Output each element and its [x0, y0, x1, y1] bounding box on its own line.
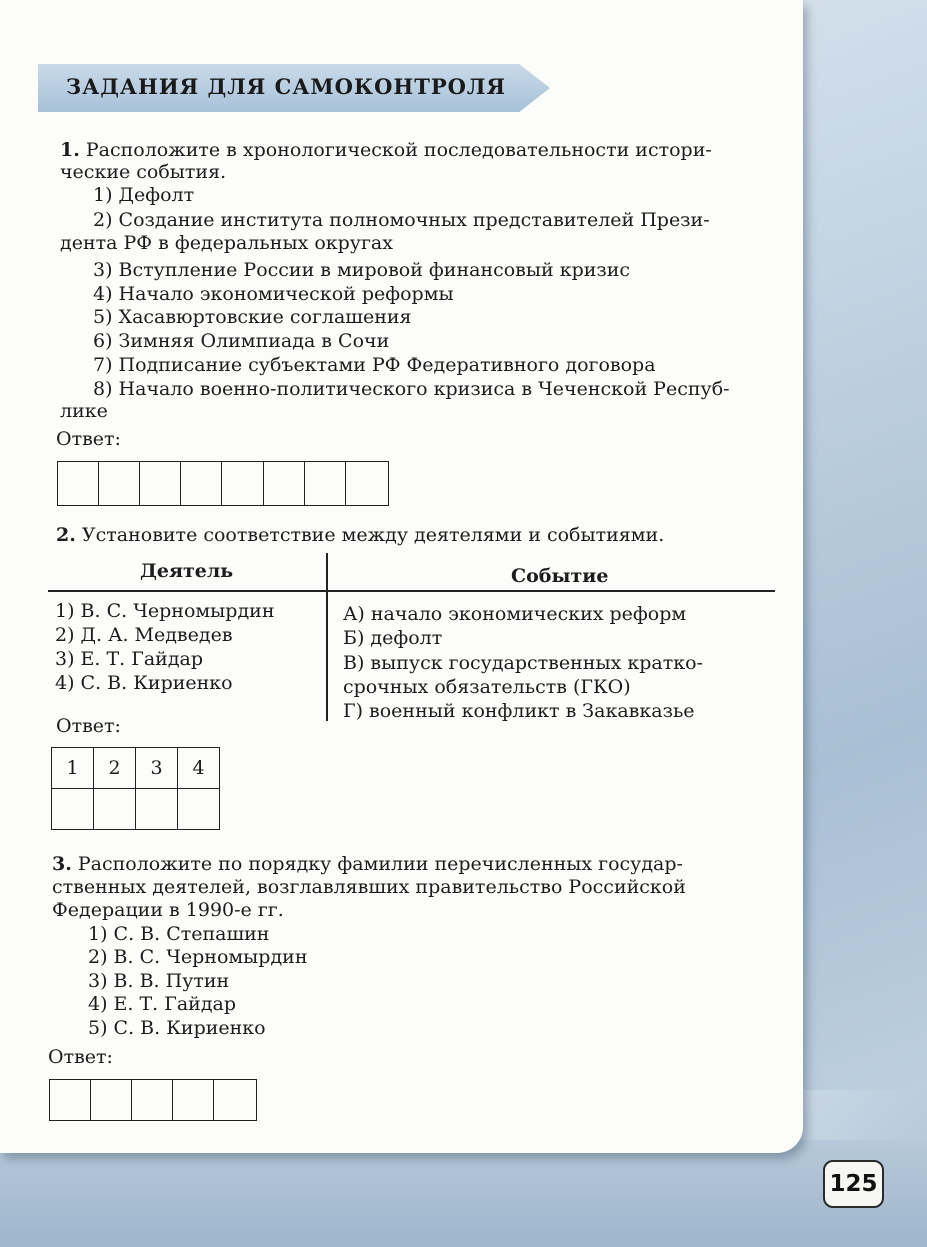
table-header-event: Событие	[511, 565, 609, 587]
grid-header-cell: 3	[136, 748, 178, 789]
task1-answer-label: Ответ:	[56, 428, 121, 450]
answer-cell[interactable]	[132, 1080, 173, 1120]
answer-cell[interactable]	[346, 462, 388, 505]
task3-answer-label: Ответ:	[48, 1046, 113, 1068]
grid-header-cell: 1	[52, 748, 94, 789]
answer-cell[interactable]	[94, 789, 136, 830]
table-rule	[48, 590, 775, 592]
task1-item: 1) Дефолт	[93, 184, 195, 206]
person-item: 1) В. С. Черномырдин	[55, 600, 275, 622]
task3-item: 1) С. В. Степашин	[88, 923, 270, 945]
task3-answer-boxes[interactable]	[49, 1079, 257, 1121]
task3-item: 4) Е. Т. Гайдар	[88, 993, 237, 1015]
event-item: срочных обязательств (ГКО)	[343, 676, 631, 698]
page-number: 125	[823, 1160, 884, 1208]
task3-item: 5) С. В. Кириенко	[88, 1017, 266, 1039]
table-header-person: Деятель	[140, 560, 234, 582]
task3-line3: Федерации в 1990-е гг.	[52, 899, 284, 921]
task1-item: 4) Начало экономической реформы	[93, 283, 454, 305]
task2-answer-label: Ответ:	[56, 715, 121, 737]
person-item: 2) Д. А. Медведев	[55, 624, 233, 646]
task3-item: 3) В. В. Путин	[88, 970, 230, 992]
event-item: А) начало экономических реформ	[343, 603, 687, 625]
event-item: Б) дефолт	[343, 627, 443, 649]
answer-cell[interactable]	[58, 462, 99, 505]
background-bottom	[0, 1140, 927, 1247]
task2-prompt: 2. Установите соответствие между деятелями и событиями.	[56, 524, 665, 546]
person-item: 3) Е. Т. Гайдар	[55, 648, 204, 670]
task1-line1: 1. Расположите в хронологической последовательности истори-	[60, 139, 712, 161]
answer-cell[interactable]	[222, 462, 264, 505]
task1-item: 6) Зимняя Олимпиада в Сочи	[93, 330, 390, 352]
answer-cell[interactable]	[173, 1080, 214, 1120]
task1-item: 3) Вступление России в мировой финансовый кризис	[93, 259, 631, 281]
answer-cell[interactable]	[91, 1080, 132, 1120]
answer-cell[interactable]	[181, 462, 222, 505]
answer-cell[interactable]	[52, 789, 94, 830]
task3-line1: 3. Расположите по порядку фамилии перечисленных государ-	[52, 853, 683, 875]
task3-item: 2) В. С. Черномырдин	[88, 946, 308, 968]
event-item: В) выпуск государственных кратко-	[343, 652, 703, 674]
answer-cell[interactable]	[178, 789, 220, 830]
task1-item: лике	[60, 400, 108, 422]
answer-cell[interactable]	[264, 462, 305, 505]
task1-item: 2) Создание института полномочных представителей Прези-	[93, 209, 710, 231]
table-divider	[326, 553, 328, 721]
section-title: ЗАДАНИЯ ДЛЯ САМОКОНТРОЛЯ	[66, 74, 507, 99]
answer-cell[interactable]	[50, 1080, 91, 1120]
event-item: Г) военный конфликт в Закавказье	[343, 700, 695, 722]
task2-answer-grid[interactable]	[51, 747, 220, 830]
task1-line2: ческие события.	[60, 161, 227, 183]
grid-header-cell: 2	[94, 748, 136, 789]
task1-item: дента РФ в федеральных округах	[60, 232, 393, 254]
grid-header-cell: 4	[178, 748, 220, 789]
answer-cell[interactable]	[136, 789, 178, 830]
answer-cell[interactable]	[214, 1080, 256, 1120]
task1-item: 7) Подписание субъектами РФ Федеративного договора	[93, 354, 656, 376]
answer-cell[interactable]	[305, 462, 346, 505]
task3-line2: ственных деятелей, возглавлявших правительство Российской	[52, 876, 686, 898]
task1-item: 8) Начало военно-политического кризиса в Чеченской Респуб-	[93, 378, 730, 400]
answer-cell[interactable]	[99, 462, 140, 505]
person-item: 4) С. В. Кириенко	[55, 672, 233, 694]
task1-item: 5) Хасавюртовские соглашения	[93, 306, 412, 328]
task1-answer-boxes[interactable]	[57, 461, 389, 506]
answer-cell[interactable]	[140, 462, 181, 505]
